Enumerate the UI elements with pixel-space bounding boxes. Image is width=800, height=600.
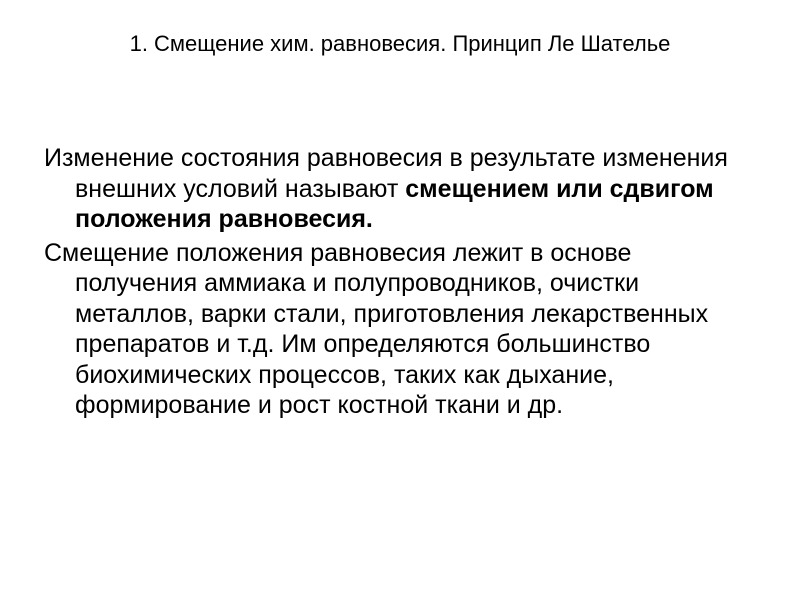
slide-title: 1. Смещение хим. равновесия. Принцип Ле Шателье: [129, 31, 671, 56]
paragraph-text: Изменение состояния равновесия в результате изменения внешних условий называют: [44, 144, 728, 203]
paragraph-equilibrium-applications: [44, 238, 744, 421]
paragraph-bold-term: смещением или сдвигом положения равновесия.: [75, 174, 714, 233]
slide-body: [44, 143, 744, 424]
paragraph-text: Смещение положения равновесия лежит в основе получения аммиака и полупроводников, очистки металлов, варки стали, приготовления лекарственных препаратов и т.д. Им определяются большинство биохимических процессов, таких как дыхание, формирование и рост костной ткани и др.: [44, 238, 709, 419]
paragraph-equilibrium-shift-definition: [44, 143, 744, 235]
